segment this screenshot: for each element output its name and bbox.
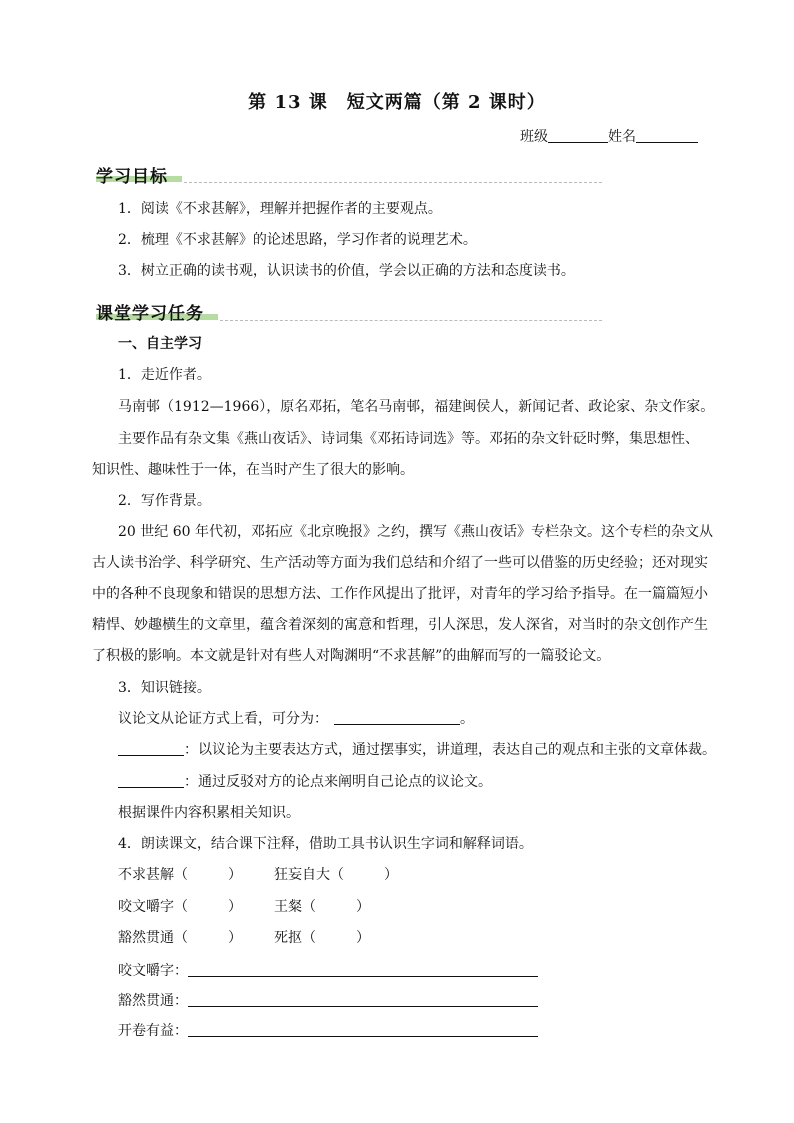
name-label: 姓名 xyxy=(608,129,636,145)
class-label: 班级 xyxy=(520,129,548,145)
objectives-heading: 学习目标 xyxy=(96,167,168,187)
word-item[interactable] xyxy=(274,896,370,916)
knowledge-suffix: 。 xyxy=(460,711,474,727)
word-label: 死抠（ xyxy=(274,930,316,946)
tasks-heading: 课堂学习任务 xyxy=(96,304,204,324)
step-title: 2．写作背景。 xyxy=(118,493,211,509)
class-name-line xyxy=(520,126,698,146)
word-close: ） xyxy=(356,899,370,915)
step-title: 4．朗读课文，结合课下注释，借助工具书认识生字词和解释词语。 xyxy=(118,836,533,852)
step-title: 1．走近作者。 xyxy=(118,367,211,383)
word-close: ） xyxy=(228,930,242,946)
answer-line[interactable] xyxy=(188,1036,538,1037)
name-blank[interactable] xyxy=(636,128,698,143)
author-text: 马南邨（1912—1966），原名邓拓，笔名马南邨，福建闽侯人，新闻记者、政论家、杂文作家。 xyxy=(118,399,715,415)
objective-item: 1．阅读《不求甚解》，理解并把握作者的主要观点。 xyxy=(118,201,442,217)
background-text: 古人读书治学、科学研究、生产活动等方面为我们总结和介绍了一些可以借鉴的历史经验；还对现实 xyxy=(92,555,708,571)
class-blank[interactable] xyxy=(548,128,608,143)
word-close: ） xyxy=(384,867,398,883)
page-title: 第 13 课 短文两篇（第 2 课时） xyxy=(248,92,546,113)
knowledge-text: ：以议论为主要表达方式，通过摆事实，讲道理，表达自己的观点和主张的文章体裁。 xyxy=(184,742,716,758)
word-label: 不求甚解（ xyxy=(118,867,188,883)
fill-blank[interactable] xyxy=(118,741,184,756)
author-text: 知识性、趣味性于一体，在当时产生了很大的影响。 xyxy=(92,462,414,478)
word-label: 咬文嚼字（ xyxy=(118,899,188,915)
definition-label: 开卷有益： xyxy=(118,1023,188,1039)
word-label: 王粲（ xyxy=(274,899,316,915)
fill-blank[interactable] xyxy=(334,710,460,725)
word-label: 豁然贯通（ xyxy=(118,930,188,946)
word-item[interactable] xyxy=(274,927,370,947)
knowledge-prefix: 议论文从论证方式上看，可分为： xyxy=(118,711,328,727)
objective-item: 2．梳理《不求甚解》的论述思路，学习作者的说理艺术。 xyxy=(118,232,477,248)
section-divider xyxy=(220,320,602,321)
background-text: 精悍、妙趣横生的文章里，蕴含着深刻的寓意和哲理，引人深思，发人深省，对当时的杂文创作产生 xyxy=(92,617,708,633)
answer-line[interactable] xyxy=(188,1006,538,1007)
background-text: 20 世纪 60 年代初，邓拓应《北京晚报》之约，撰写《燕山夜话》专栏杂文。这个专栏的杂文从 xyxy=(118,524,713,540)
fill-blank[interactable] xyxy=(118,773,184,788)
word-close: ） xyxy=(356,930,370,946)
author-text: 主要作品有杂文集《燕山夜话》、诗词集《邓拓诗词选》等。邓拓的杂文针砭时弊，集思想性、 xyxy=(118,431,699,447)
word-item[interactable] xyxy=(118,864,242,884)
background-text: 中的各种不良现象和错误的思想方法、工作作风提出了批评，对青年的学习给予指导。在一篇篇短小 xyxy=(92,586,708,602)
background-text: 了积极的影响。本文就是针对有些人对陶渊明“不求甚解”的曲解而写的一篇驳论文。 xyxy=(92,648,611,664)
word-item[interactable] xyxy=(118,896,242,916)
word-close: ） xyxy=(228,899,242,915)
knowledge-text: 根据课件内容积累相关知识。 xyxy=(118,805,300,821)
objective-item: 3．树立正确的读书观，认识读书的价值，学会以正确的方法和态度读书。 xyxy=(118,263,575,279)
subsection-title: 一、自主学习 xyxy=(118,336,202,352)
answer-line[interactable] xyxy=(188,976,538,977)
section-divider xyxy=(184,182,602,183)
knowledge-line xyxy=(118,739,716,759)
word-item[interactable] xyxy=(274,864,398,884)
word-item[interactable] xyxy=(118,927,242,947)
word-label: 狂妄自大（ xyxy=(274,867,344,883)
knowledge-line xyxy=(118,708,474,728)
definition-label: 咬文嚼字： xyxy=(118,963,188,979)
word-close: ） xyxy=(228,867,242,883)
knowledge-line xyxy=(118,771,492,791)
definition-label: 豁然贯通： xyxy=(118,993,188,1009)
step-title: 3．知识链接。 xyxy=(118,680,211,696)
knowledge-text: ：通过反驳对方的论点来阐明自己论点的议论文。 xyxy=(184,774,492,790)
